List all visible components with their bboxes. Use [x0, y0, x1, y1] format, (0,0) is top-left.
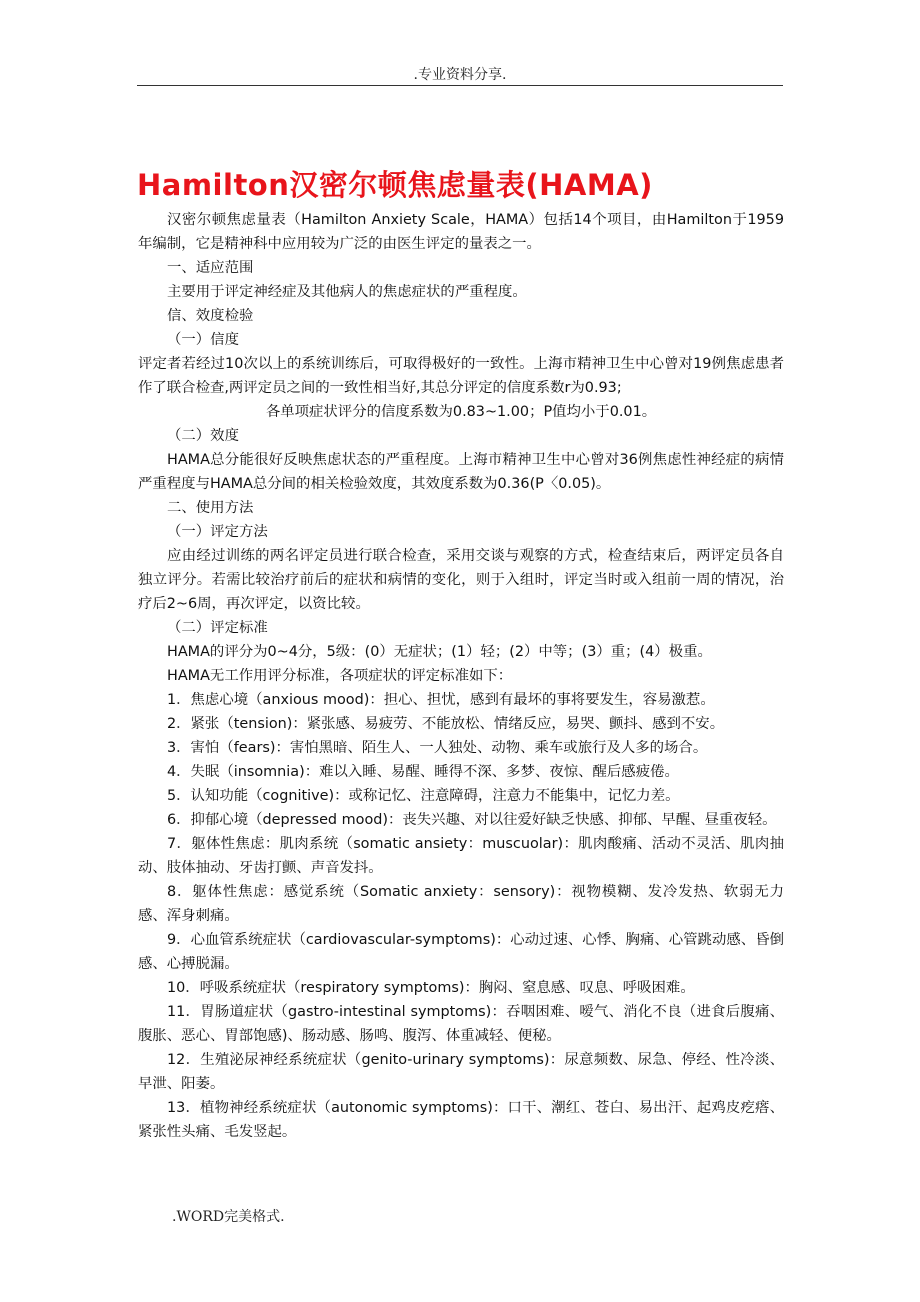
method-paragraph: 应由经过训练的两名评定员进行联合检查，采用交谈与观察的方式，检查结束后，两评定员各自独立评分。若需比较治疗前后的症状和病情的变化，则于入组时，评定当时或入组前一周的情况，治疗后2~6周，再次评定，以资比较。: [138, 548, 784, 612]
symptom-item: 3．害怕（fears)：害怕黑暗、陌生人、一人独处、动物、乘车或旅行及人多的场合。: [167, 740, 708, 756]
criteria-paragraph-1: HAMA的评分为0~4分，5级：(0）无症状；(1）轻；(2）中等；(3）重；(4）极重。: [167, 644, 712, 660]
symptom-item: 8．躯体性焦虑：感觉系统（Somatic anxiety：sensory)：视物模糊、发冷发热、软弱无力感、浑身刺痛。: [138, 884, 784, 924]
criteria-paragraph-2: HAMA无工作用评分标准，各项症状的评定标准如下：: [167, 668, 513, 684]
subheading-validity: （二）效度: [167, 428, 239, 444]
validity-paragraph: HAMA总分能很好反映焦虑状态的严重程度。上海市精神卫生中心曾对36例焦虑性神经症的病情严重程度与HAMA总分间的相关检验效度，其效度系数为0.36(P〈0.05)。: [138, 452, 784, 492]
symptom-item: 12．生殖泌尿神经系统症状（genito-urinary symptoms)：尿意频数、尿急、停经、性冷淡、早泄、阳萎。: [138, 1052, 784, 1092]
reliability-paragraph-cont: 各单项症状评分的信度系数为0.83~1.00；P值均小于0.01。: [265, 404, 657, 420]
subheading-rating-criteria: （二）评定标准: [167, 620, 268, 636]
symptom-item: 1．焦虑心境（anxious mood)：担心、担忧，感到有最坏的事将要发生，容易激惹。: [167, 692, 715, 708]
symptom-item: 2．紧张（tension)：紧张感、易疲劳、不能放松、情绪反应，易哭、颤抖、感到不安。: [167, 716, 725, 732]
document-title: Hamilton汉密尔顿焦虑量表(HAMA): [137, 168, 653, 202]
subheading-reliability: （一）信度: [167, 332, 239, 348]
symptom-item: 4．失眠（insomnia)：难以入睡、易醒、睡得不深、多梦、夜惊、醒后感疲倦。: [167, 764, 679, 780]
document-body: [138, 208, 784, 1144]
scope-paragraph: 主要用于评定神经症及其他病人的焦虑症状的严重程度。: [167, 284, 527, 300]
page-footer: .WORD完美格式.: [172, 1209, 285, 1225]
symptom-item: 10．呼吸系统症状（respiratory symptoms)：胸闷、窒息感、叹息、呼吸困难。: [167, 980, 695, 996]
symptom-item: 6．抑郁心境（depressed mood)：丧失兴趣、对以往爱好缺乏快感、抑郁、早醒、昼重夜轻。: [167, 812, 777, 828]
header-rule: [137, 85, 783, 86]
subheading-rating-method: （一）评定方法: [167, 524, 268, 540]
reliability-paragraph: 评定者若经过10次以上的系统训练后，可取得极好的一致性。上海市精神卫生中心曾对19例焦虑患者作了联合检查,两评定员之间的一致性相当好,其总分评定的信度系数r为0.93;: [138, 356, 784, 396]
symptom-item: 7．躯体性焦虑：肌肉系统（somatic ansiety：muscuolar)：肌肉酸痛、活动不灵活、肌肉抽动、肢体抽动、牙齿打颤、声音发抖。: [138, 836, 784, 876]
symptom-item: 9．心血管系统症状（cardiovascular-symptoms)：心动过速、心悸、胸痛、心管跳动感、昏倒感、心搏脱漏。: [138, 932, 784, 972]
page-header: .专业资料分享.: [413, 67, 507, 83]
section-heading-method: 二、使用方法: [167, 500, 254, 516]
section-heading-scope: 一、适应范围: [167, 260, 254, 276]
symptom-item: 11．胃肠道症状（gastro-intestinal symptoms)：吞咽困难、嗳气、消化不良（进食后腹痛、腹胀、恶心、胃部饱感)、肠动感、肠鸣、腹泻、体重减轻、便秘。: [138, 1004, 784, 1044]
symptom-item: 13．植物神经系统症状（autonomic symptoms)：口干、潮红、苍白、易出汗、起鸡皮疙瘩、紧张性头痛、毛发竖起。: [138, 1100, 784, 1140]
intro-paragraph: 汉密尔顿焦虑量表（Hamilton Anxiety Scale，HAMA）包括14个项目，由Hamilton于1959年编制，它是精神科中应用较为广泛的由医生评定的量表之一。: [138, 212, 784, 252]
section-heading-validity: 信、效度检验: [167, 308, 254, 324]
symptom-item: 5．认知功能（cognitive)：或称记忆、注意障碍，注意力不能集中，记忆力差。: [167, 788, 680, 804]
